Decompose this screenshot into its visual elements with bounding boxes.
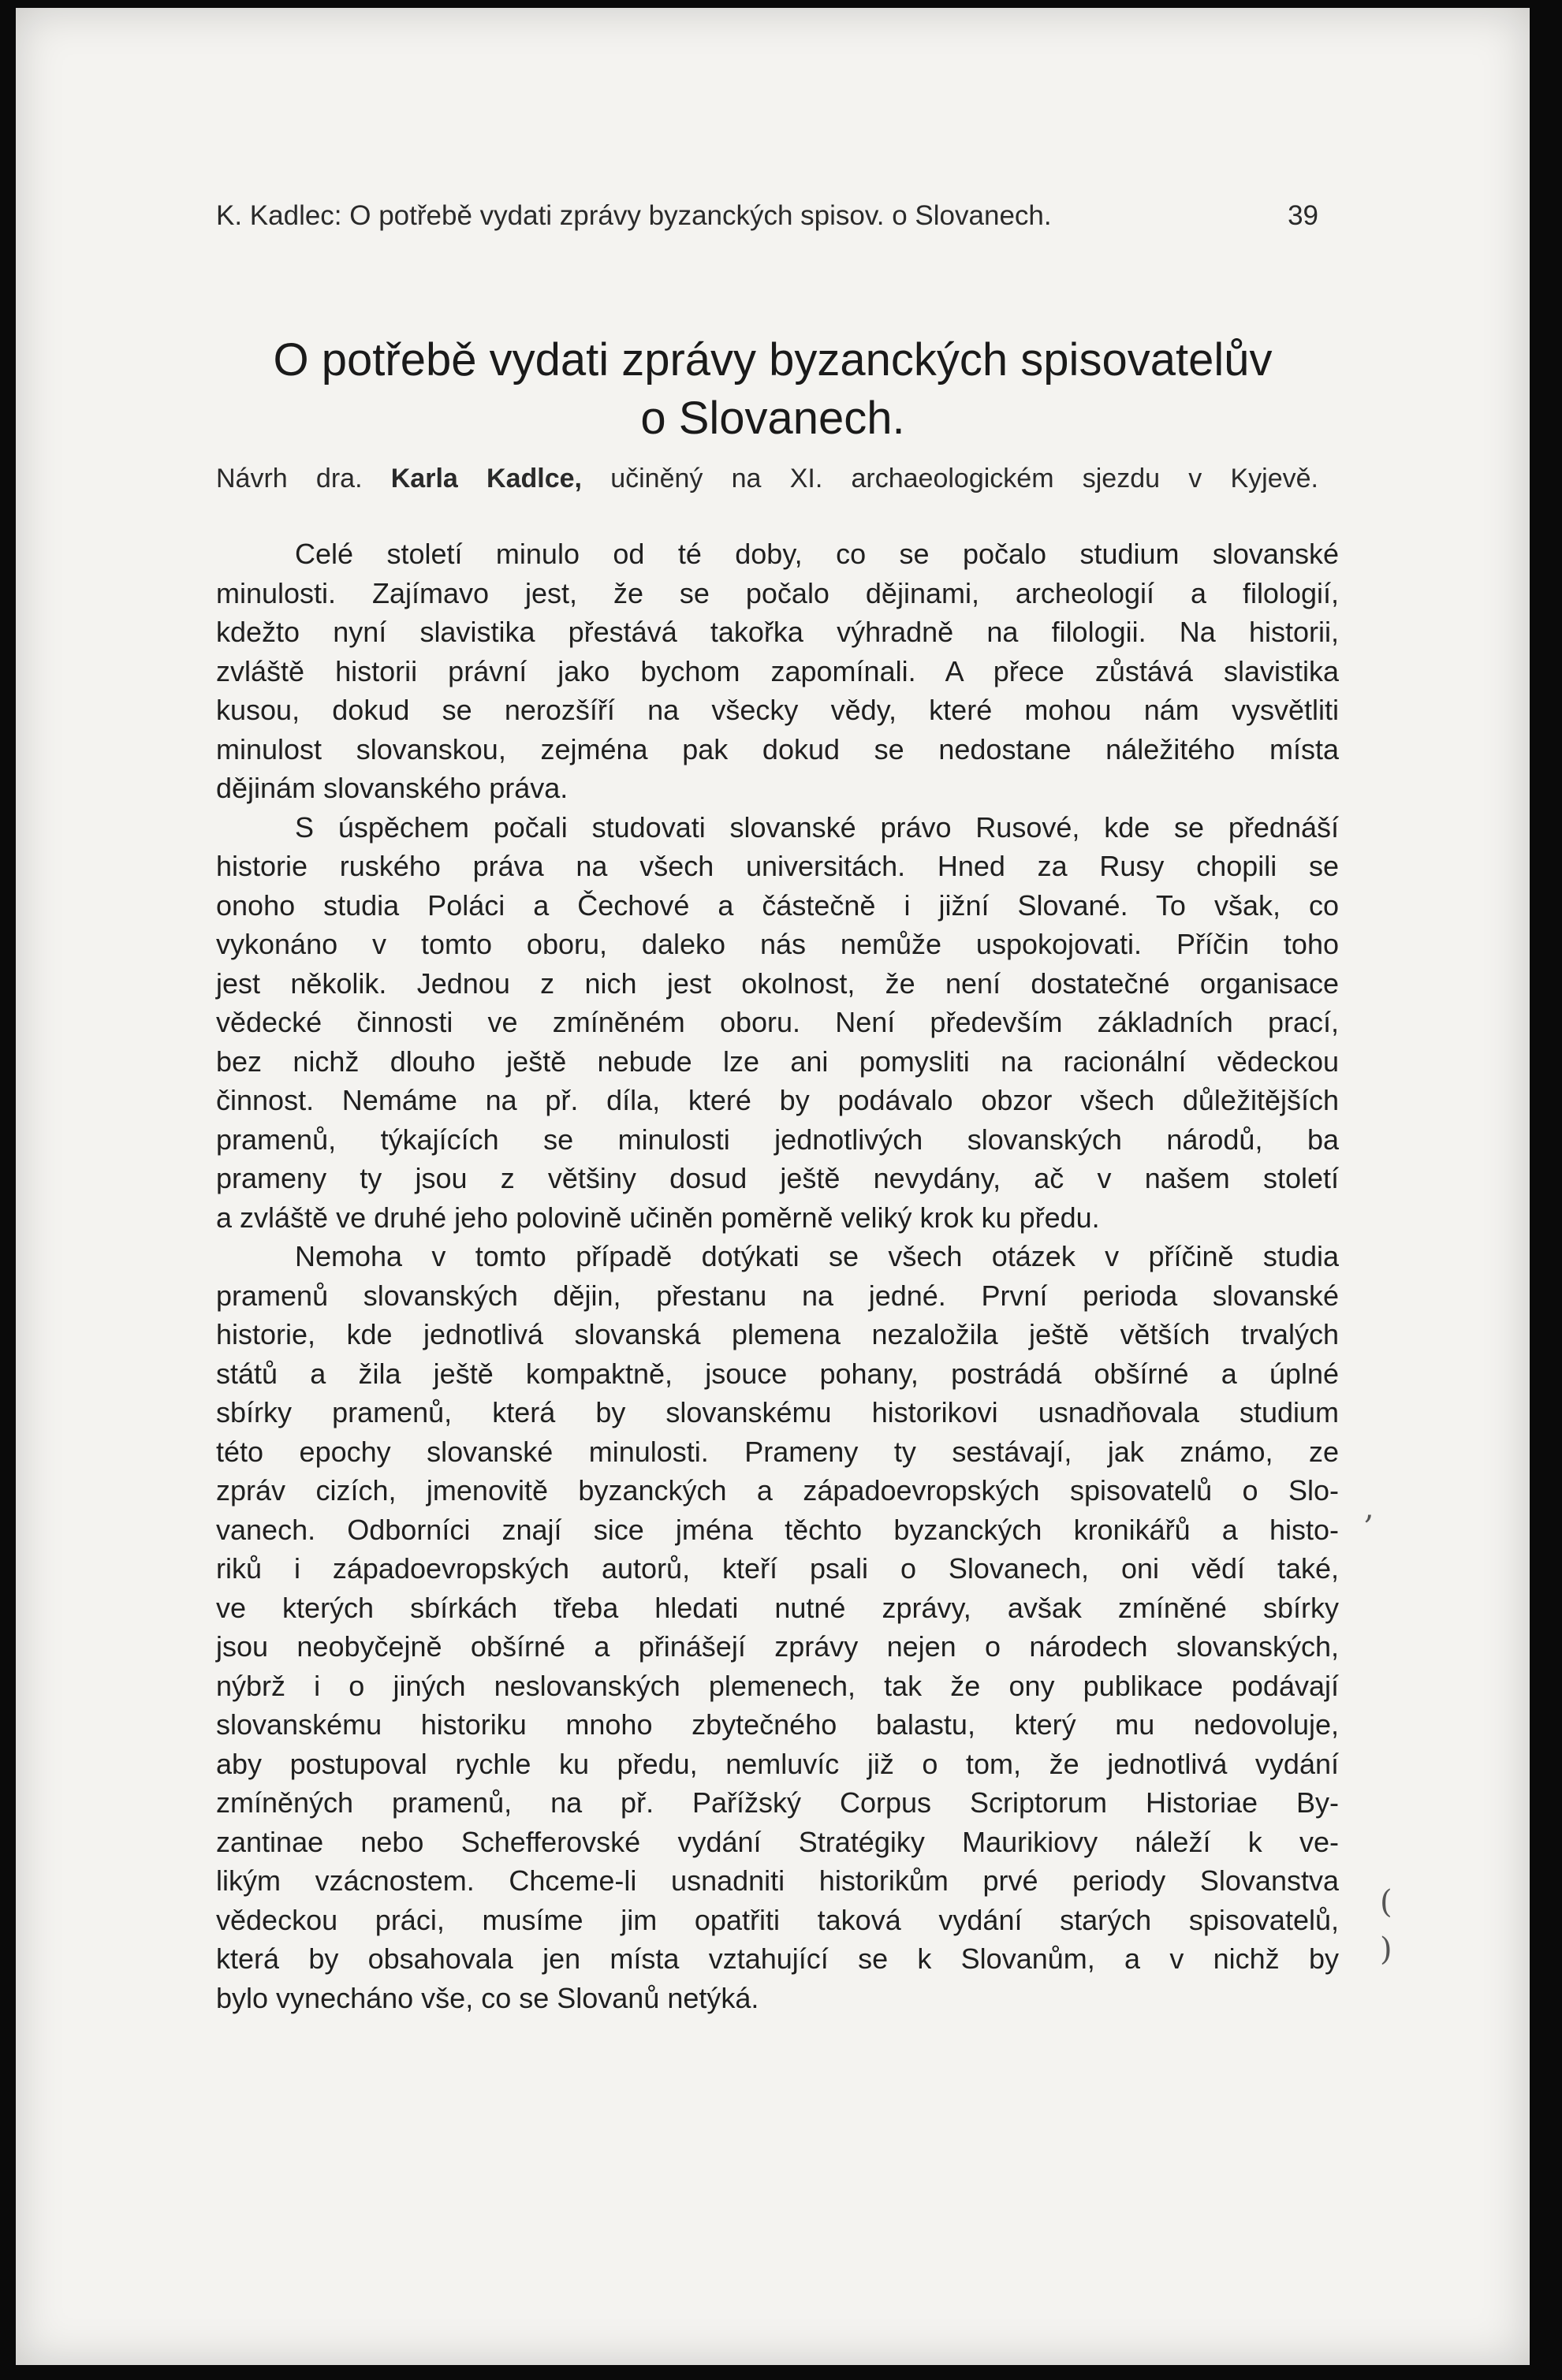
body-line: vanech. Odborníci znají sice jména těchto byzanckých kronikářů a histo- — [216, 1513, 1339, 1546]
page-number: 39 — [1288, 200, 1318, 231]
article-subtitle — [216, 464, 1318, 494]
body-line: riků i západoevropských autorů, kteří psali o Slovanech, oni vědí také, — [216, 1552, 1339, 1585]
body-line: a zvláště ve druhé jeho polovině učiněn poměrně veliký krok ku předu. — [216, 1201, 1100, 1234]
subtitle-author: Karla Kadlce, — [390, 464, 582, 494]
body-line: minulost slovanskou, zejména pak dokud se nedostane náležitého místa — [216, 732, 1339, 765]
body-line: zmíněných pramenů, na př. Pařížský Corpus Scriptorum Historiae By- — [216, 1786, 1339, 1819]
margin-mark: ( — [1380, 1884, 1392, 1920]
body-line: jsou neobyčejně obšírné a přinášejí zprávy nejen o národech slovanských, — [216, 1630, 1339, 1663]
body-line: zantinae nebo Schefferovské vydání Stratégiky Maurikiovy náleží k ve- — [216, 1825, 1339, 1858]
body-line: činnost. Nemáme na př. díla, které by podávalo obzor všech důležitějších — [216, 1084, 1339, 1116]
body-line: ve kterých sbírkách třeba hledati nutné zprávy, avšak zmíněné sbírky — [216, 1591, 1339, 1624]
body-line: vědeckou práci, musíme jim opatřiti taková vydání starých spisovatelů, — [216, 1903, 1339, 1936]
title-line-1: O potřebě vydati zprávy byzanckých spisovatelův — [273, 334, 1273, 385]
running-title: K. Kadlec: O potřebě vydati zprávy byzanckých spisov. o Slovanech. — [216, 200, 1052, 231]
body-line: prameny ty jsou z většiny dosud ještě nevydány, ač v našem století — [216, 1162, 1339, 1194]
body-line: historie ruského práva na všech universitách. Hned za Rusy chopili se — [216, 850, 1339, 882]
body-line: onoho studia Poláci a Čechové a částečně i jižní Slované. To však, co — [216, 888, 1339, 922]
body-text — [216, 534, 1339, 2017]
body-line: minulosti. Zajímavo jest, že se počalo dějinami, archeologií a filologií, — [216, 576, 1339, 609]
body-line: slovanskému historiku mnoho zbytečného balastu, který mu nedovoluje, — [216, 1708, 1339, 1741]
body-line: Celé století minulo od té doby, co se počalo studium slovanské — [295, 538, 1339, 570]
body-line: pramenů, týkajících se minulosti jednotlivých slovanských národů, ba — [216, 1123, 1339, 1156]
running-header — [216, 200, 1318, 232]
body-line: aby postupoval rychle ku předu, nemluvíc již o tom, že jednotlivá vydání — [216, 1747, 1339, 1780]
body-line: vykonáno v tomto oboru, daleko nás nemůže uspokojovati. Příčin toho — [216, 928, 1339, 960]
body-line: států a žila ještě kompaktně, jsouce pohany, postrádá obšírné a úplné — [216, 1357, 1339, 1390]
body-line: vědecké činnosti ve zmíněném oboru. Není především základních prací, — [216, 1006, 1339, 1038]
body-line: bez nichž dlouho ještě nebude lze ani pomysliti na racionální vědeckou — [216, 1045, 1339, 1078]
body-line: zvláště historii právní jako bychom zapomínali. A přece zůstává slavistika — [216, 654, 1339, 687]
body-line: Nemoha v tomto případě dotýkati se všech otázek v příčině studia — [295, 1240, 1339, 1272]
body-line: která by obsahovala jen místa vztahující se k Slovanům, a v nichž by — [216, 1942, 1339, 1975]
subtitle-prefix: Návrh dra. — [216, 464, 363, 494]
body-line: kusou, dokud se nerozšíří na všecky vědy, které mohou nám vysvětliti — [216, 694, 1339, 726]
body-line: této epochy slovanské minulosti. Prameny ty sestávají, jak známo, ze — [216, 1435, 1339, 1468]
body-line: pramenů slovanských dějin, přestanu na jedné. První perioda slovanské — [216, 1279, 1339, 1312]
margin-mark: ) — [1380, 1931, 1392, 1968]
subtitle-suffix: učiněný na XI. archaeologickém sjezdu v Kyjevě. — [610, 464, 1318, 494]
body-line: likým vzácnostem. Chceme-li usnadniti historikům prvé periody Slovanstva — [216, 1864, 1339, 1897]
body-line: zpráv cizích, jmenovitě byzanckých a západoevropských spisovatelů o Slo- — [216, 1474, 1339, 1507]
body-line: bylo vynecháno vše, co se Slovanů netýká. — [216, 1981, 759, 2014]
body-line: jest několik. Jednou z nich jest okolnost, že není dostatečné organisace — [216, 967, 1339, 1000]
scanned-page — [16, 8, 1530, 2365]
title-line-2: o Slovanech. — [640, 393, 905, 444]
article-title — [173, 331, 1372, 448]
body-line: historie, kde jednotlivá slovanská plemena nezaložila ještě větších trvalých — [216, 1318, 1339, 1350]
body-line: dějinám slovanského práva. — [216, 772, 569, 804]
body-line: sbírky pramenů, která by slovanskému historikovi usnadňovala studium — [216, 1396, 1339, 1428]
body-line: S úspěchem počali studovati slovanské právo Rusové, kde se přednáší — [295, 810, 1339, 844]
margin-mark: , — [1364, 1490, 1374, 1526]
body-line: nýbrž i o jiných neslovanských plemenech, tak že ony publikace podávají — [216, 1669, 1339, 1702]
body-line: kdežto nyní slavistika přestává takořka výhradně na filologii. Na historii, — [216, 616, 1339, 648]
